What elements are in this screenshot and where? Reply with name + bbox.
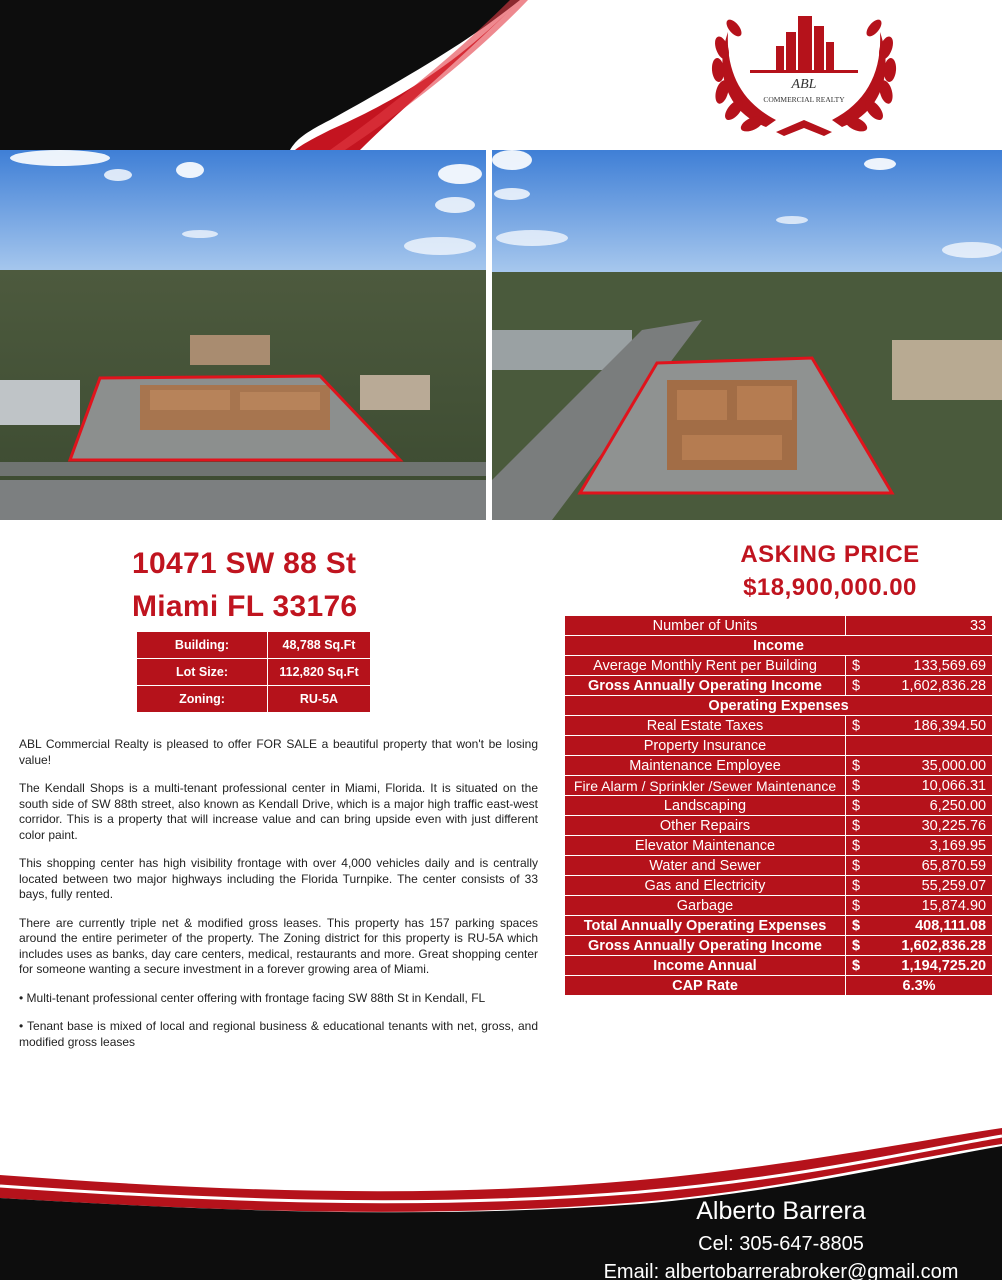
currency-sign: $: [846, 816, 865, 836]
row-label: Total Annually Operating Expenses: [565, 916, 846, 936]
row-value: 6.3%: [846, 976, 993, 996]
currency-sign: $: [846, 716, 865, 736]
description-paragraph: The Kendall Shops is a multi-tenant professional center in Miami, Florida. It is situated on the south side of SW 88th street, also known as Kendall Drive, which is a major high traffic east-west corridor. This is a property that will increase value and can bring upside even with just different color paint.: [19, 781, 538, 842]
spec-row-lot-size: [137, 659, 371, 686]
row-value: 6,250.00: [864, 796, 993, 816]
aerial-photo-right: [492, 150, 1002, 520]
description-paragraph: This shopping center has high visibility frontage with over 4,000 vehicles daily and is centrally located between two major highways including the Florida Turnpike. The center consists of 33 bays, fully rented.: [19, 856, 538, 901]
currency-sign: [846, 736, 865, 756]
currency-sign: $: [846, 896, 865, 916]
row-value: 1,194,725.20: [864, 956, 993, 976]
spec-row-zoning: [137, 686, 371, 713]
row-label: Fire Alarm / Sprinkler /Sewer Maintenance: [565, 776, 846, 796]
section-header-income: Income: [565, 636, 993, 656]
logo-subtitle: COMMERCIAL REALTY: [763, 95, 845, 104]
row-label: Water and Sewer: [565, 856, 846, 876]
spec-label: Building:: [137, 632, 268, 659]
currency-sign: $: [846, 796, 865, 816]
row-label: Garbage: [565, 896, 846, 916]
row-value: 1,602,836.28: [864, 676, 993, 696]
row-label: Number of Units: [565, 616, 846, 636]
section-header-row: [565, 696, 993, 716]
spec-value: 112,820 Sq.Ft: [268, 659, 371, 686]
spec-row-building: [137, 632, 371, 659]
property-address: [132, 542, 357, 628]
spec-value: 48,788 Sq.Ft: [268, 632, 371, 659]
currency-sign: $: [846, 856, 865, 876]
spec-label: Lot Size:: [137, 659, 268, 686]
table-row: [565, 736, 993, 756]
table-row: [565, 676, 993, 696]
bullet-item: • Tenant base is mixed of local and regional business & educational tenants with net, gross, and modified gross leases: [19, 1019, 538, 1049]
agent-email[interactable]: Email: albertobarrerabroker@gmail.com: [603, 1261, 959, 1283]
currency-sign: $: [846, 676, 865, 696]
row-value: 65,870.59: [864, 856, 993, 876]
row-value: 55,259.07: [864, 876, 993, 896]
row-value: 33: [846, 616, 993, 636]
row-label: Other Repairs: [565, 816, 846, 836]
row-value: 3,169.95: [864, 836, 993, 856]
spec-value: RU-5A: [268, 686, 371, 713]
spec-label: Zoning:: [137, 686, 268, 713]
address-line-1: 10471 SW 88 St: [132, 547, 357, 580]
row-value: 15,874.90: [864, 896, 993, 916]
row-value: 133,569.69: [864, 656, 993, 676]
currency-sign: $: [846, 656, 865, 676]
row-label: Landscaping: [565, 796, 846, 816]
currency-sign: $: [846, 776, 865, 796]
table-row-total: [565, 956, 993, 976]
table-row: [565, 776, 993, 796]
row-label: Elevator Maintenance: [565, 836, 846, 856]
table-row: [565, 616, 993, 636]
row-label: Gross Annually Operating Income: [565, 936, 846, 956]
table-row: [565, 896, 993, 916]
row-value: 35,000.00: [864, 756, 993, 776]
table-row: [565, 836, 993, 856]
row-label: Real Estate Taxes: [565, 716, 846, 736]
row-value: 10,066.31: [864, 776, 993, 796]
currency-sign: $: [846, 756, 865, 776]
agent-phone[interactable]: Cel: 305-647-8805: [698, 1233, 864, 1255]
row-label: Property Insurance: [565, 736, 846, 756]
section-header-row: [565, 636, 993, 656]
property-description: [19, 737, 538, 1063]
table-row: [565, 796, 993, 816]
row-label: CAP Rate: [565, 976, 846, 996]
asking-price-value: $18,900,000.00: [743, 574, 917, 601]
row-label: Income Annual: [565, 956, 846, 976]
description-paragraph: ABL Commercial Realty is pleased to offer FOR SALE a beautiful property that won't be losing value!: [19, 737, 538, 767]
contact-block: [560, 1192, 1002, 1286]
aerial-photo-left: [0, 150, 486, 520]
row-value: 30,225.76: [864, 816, 993, 836]
table-row: [565, 716, 993, 736]
table-row-total: [565, 916, 993, 936]
table-row-total: [565, 936, 993, 956]
row-value: 408,111.08: [864, 916, 993, 936]
section-header-opex: Operating Expenses: [565, 696, 993, 716]
row-label: Gross Annually Operating Income: [565, 676, 846, 696]
address-line-2: Miami FL 33176: [132, 590, 358, 623]
row-value: [864, 736, 993, 756]
row-label: Average Monthly Rent per Building: [565, 656, 846, 676]
currency-sign: $: [846, 956, 865, 976]
currency-sign: $: [846, 936, 865, 956]
table-row: [565, 756, 993, 776]
row-label: Gas and Electricity: [565, 876, 846, 896]
currency-sign: $: [846, 876, 865, 896]
description-paragraph: There are currently triple net & modified gross leases. This property has 157 parking spaces around the entire perimeter of the property. The Zoning district for this property is RU-5A which includes uses as banks, day care centers, medical, restaurants and more. Great shopping center for someone wanting a secure investment in a forever growing area of Miami.: [19, 915, 538, 976]
financials-table: [564, 615, 993, 996]
currency-sign: $: [846, 916, 865, 936]
currency-sign: $: [846, 836, 865, 856]
logo-brand: ABL: [791, 77, 817, 92]
row-value: 186,394.50: [864, 716, 993, 736]
bullet-item: • Multi-tenant professional center offering with frontage facing SW 88th St in Kendall, FL: [19, 990, 486, 1005]
table-row: [565, 816, 993, 836]
row-value: 1,602,836.28: [864, 936, 993, 956]
table-row: [565, 876, 993, 896]
asking-price-title: ASKING PRICE: [740, 541, 920, 568]
property-specs-table: [136, 631, 371, 713]
agent-name: Alberto Barrera: [696, 1197, 866, 1225]
table-row: [565, 656, 993, 676]
table-row: [565, 856, 993, 876]
row-label: Maintenance Employee: [565, 756, 846, 776]
asking-price-block: [700, 540, 960, 606]
abl-logo: [706, 2, 902, 142]
table-row-cap: [565, 976, 993, 996]
